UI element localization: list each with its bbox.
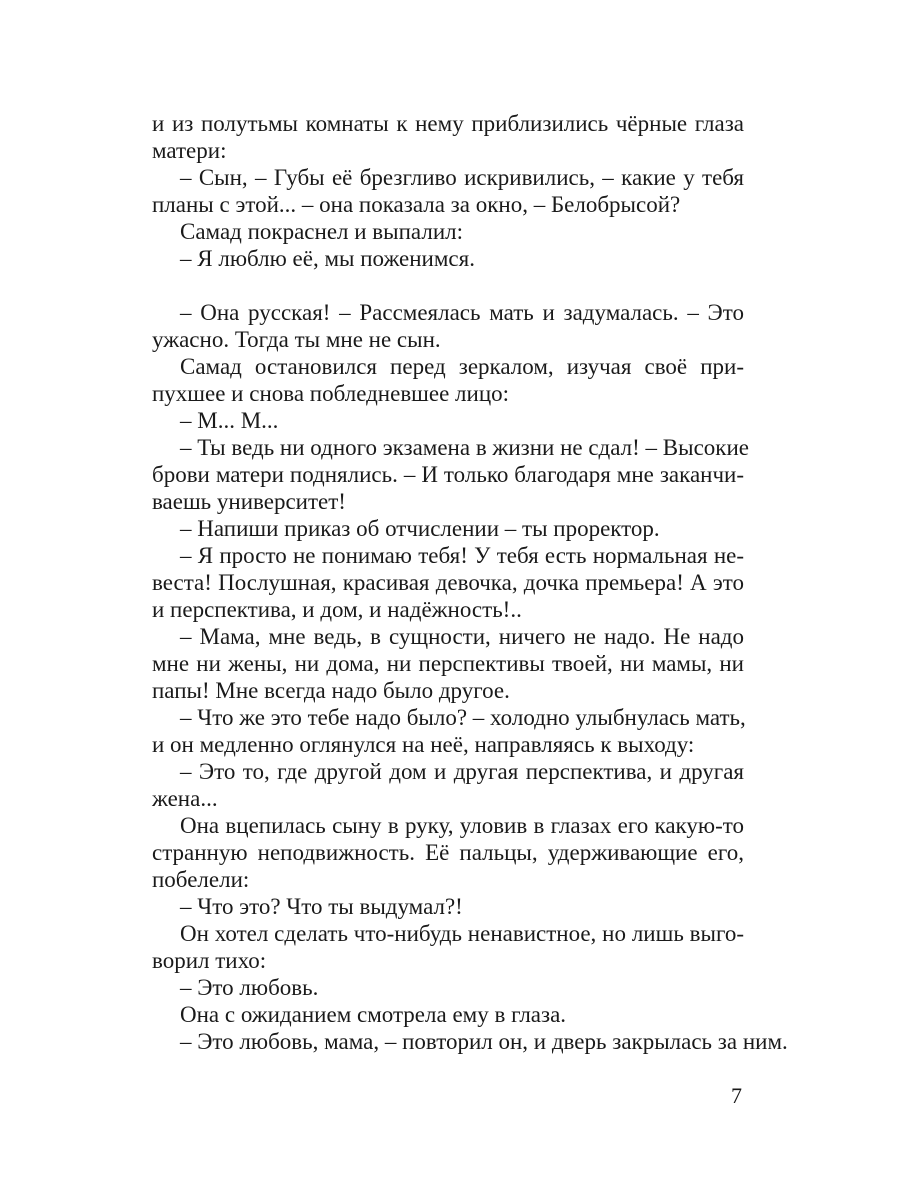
text-line: побелели: <box>152 867 250 892</box>
text-line: пухшее и снова побледневшее лицо: <box>152 381 510 406</box>
text-line: – Что это? Что ты выдумал?! <box>180 894 463 919</box>
text-line: – Это любовь. <box>180 975 319 1000</box>
text-line: папы! Мне всегда надо было другое. <box>152 678 510 703</box>
text-line: матери: <box>152 138 227 163</box>
text-line: ужасно. Тогда ты мне не сын. <box>152 327 441 352</box>
text-line: планы с этой... – она показала за окно, – Белобрысой? <box>152 192 681 217</box>
text-line: Самад остановился перед зеркалом, изучая своё при- <box>180 354 744 379</box>
page-number: 7 <box>731 1083 742 1108</box>
text-line: брови матери поднялись. – И только благодаря мне заканчи- <box>152 462 744 487</box>
text-line: мне ни жены, ни дома, ни перспективы твоей, ни мамы, ни <box>152 651 744 676</box>
text-line: Он хотел сделать что-нибудь ненавистное, но лишь выго- <box>180 921 744 946</box>
text-line: – Я люблю её, мы поженимся. <box>180 246 475 271</box>
text-line: – Я просто не понимаю тебя! У тебя есть нормальная не- <box>180 543 744 568</box>
text-line: – М... М... <box>180 408 279 433</box>
text-line: – Мама, мне ведь, в сущности, ничего не надо. Не надо <box>180 624 744 649</box>
text-line: – Сын, – Губы её брезгливо искривились, – какие у тебя <box>180 165 744 190</box>
text-line: Она вцепилась сыну в руку, уловив в глазах его какую-то <box>180 813 744 838</box>
text-line: и из полутьмы комнаты к нему приблизились чёрные глаза <box>152 111 744 136</box>
text-line: ворил тихо: <box>152 948 267 973</box>
text-line: жена... <box>152 786 218 811</box>
text-line: Она с ожиданием смотрела ему в глаза. <box>180 1002 567 1027</box>
blank-line <box>152 272 744 299</box>
text-line: – Она русская! – Рассмеялась мать и задумалась. – Это <box>180 300 744 325</box>
text-line: – Что же это тебе надо было? – холодно улыбнулась мать, <box>180 705 746 730</box>
text-line: и перспектива, и дом, и надёжность!.. <box>152 597 522 622</box>
body-text <box>152 110 788 1055</box>
text-line: – Напиши приказ об отчислении – ты проректор. <box>180 516 660 541</box>
text-line: странную неподвижность. Её пальцы, удерживающие его, <box>152 840 744 865</box>
text-line: – Это любовь, мама, – повторил он, и дверь закрылась за ним. <box>180 1029 788 1054</box>
text-line: ваешь университет! <box>152 489 346 514</box>
text-line: Самад покраснел и выпалил: <box>180 219 463 244</box>
text-line: и он медленно оглянулся на неё, направляясь к выходу: <box>152 732 695 757</box>
text-line: – Это то, где другой дом и другая перспектива, и другая <box>180 759 744 784</box>
text-line: – Ты ведь ни одного экзамена в жизни не сдал! – Высокие <box>180 435 750 460</box>
text-line: веста! Послушная, красивая девочка, дочка премьера! А это <box>152 570 744 595</box>
